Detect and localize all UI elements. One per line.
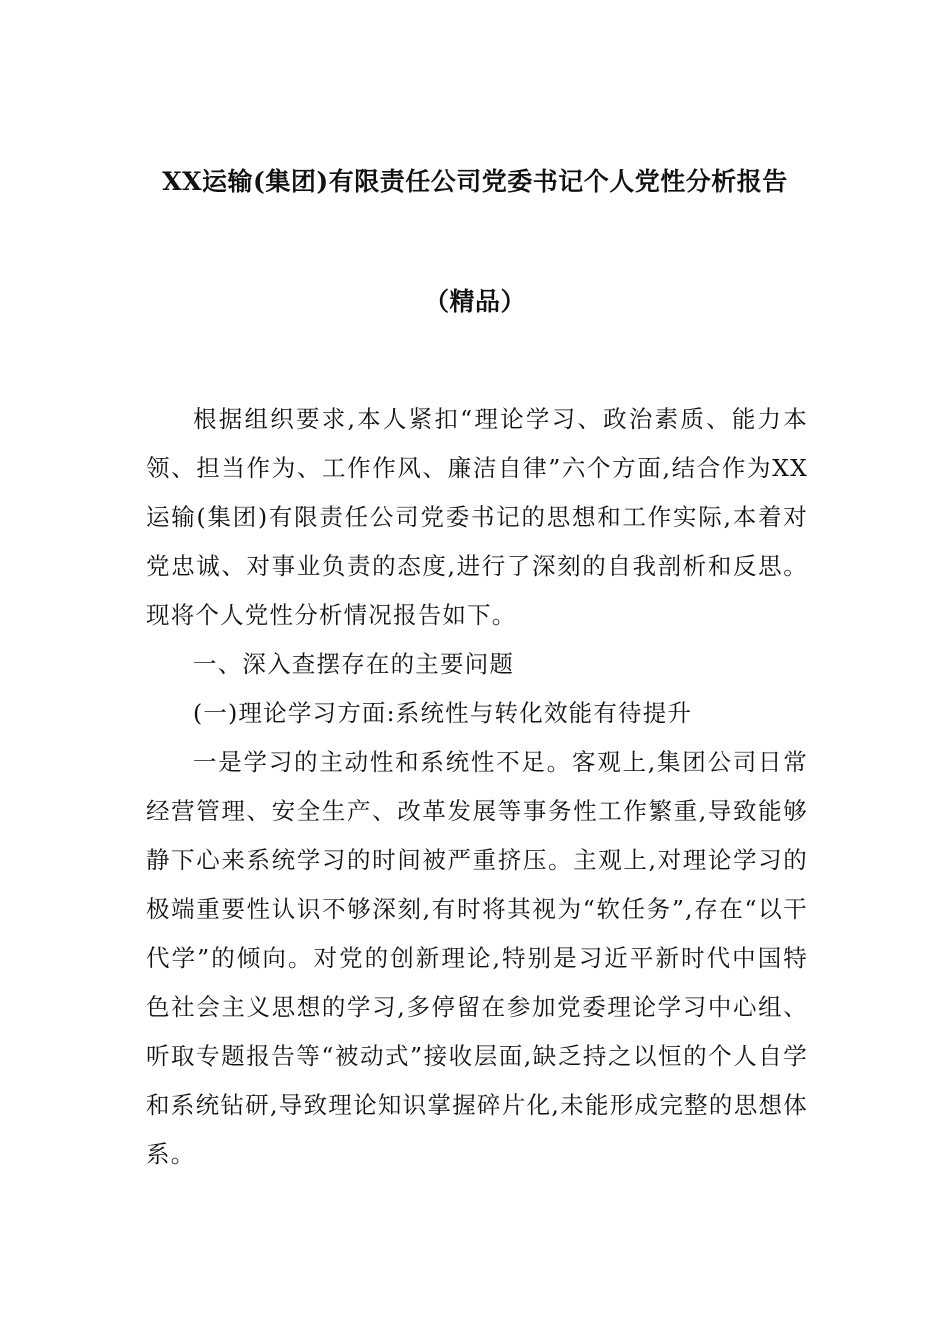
intro-paragraph: 根据组织要求,本人紧扣“理论学习、政治素质、能力本领、担当作为、工作作风、廉洁自律”六个方面,结合作为XX运输(集团)有限责任公司党委书记的思想和工作实际,本着对党忠诚、对事业负责的态度,进行了深刻的自我剖析和反思。现将个人党性分析情况报告如下。 [146, 405, 808, 629]
document-subtitle: （精品） [423, 287, 526, 316]
section-heading: 一、深入查摆存在的主要问题 [193, 650, 515, 678]
document-title: XX运输(集团)有限责任公司党委书记个人党性分析报告 [162, 167, 788, 196]
body-paragraph: 一是学习的主动性和系统性不足。客观上,集团公司日常经营管理、安全生产、改革发展等事务性工作繁重,导致能够静下心来系统学习的时间被严重挤压。主观上,对理论学习的极端重要性认识不够深刻,有时将其视为“软任务”,存在“以干代学”的倾向。对党的创新理论,特别是习近平新时代中国特色社会主义思想的学习,多停留在参加党委理论学习中心组、听取专题报告等“被动式”接收层面,缺乏持之以恒的个人自学和系统钻研,导致理论知识掌握碎片化,未能形成完整的思想体系。 [146, 748, 808, 1168]
subsection-heading: (一)理论学习方面:系统性与转化效能有待提升 [193, 699, 693, 727]
document-body [146, 395, 808, 1179]
